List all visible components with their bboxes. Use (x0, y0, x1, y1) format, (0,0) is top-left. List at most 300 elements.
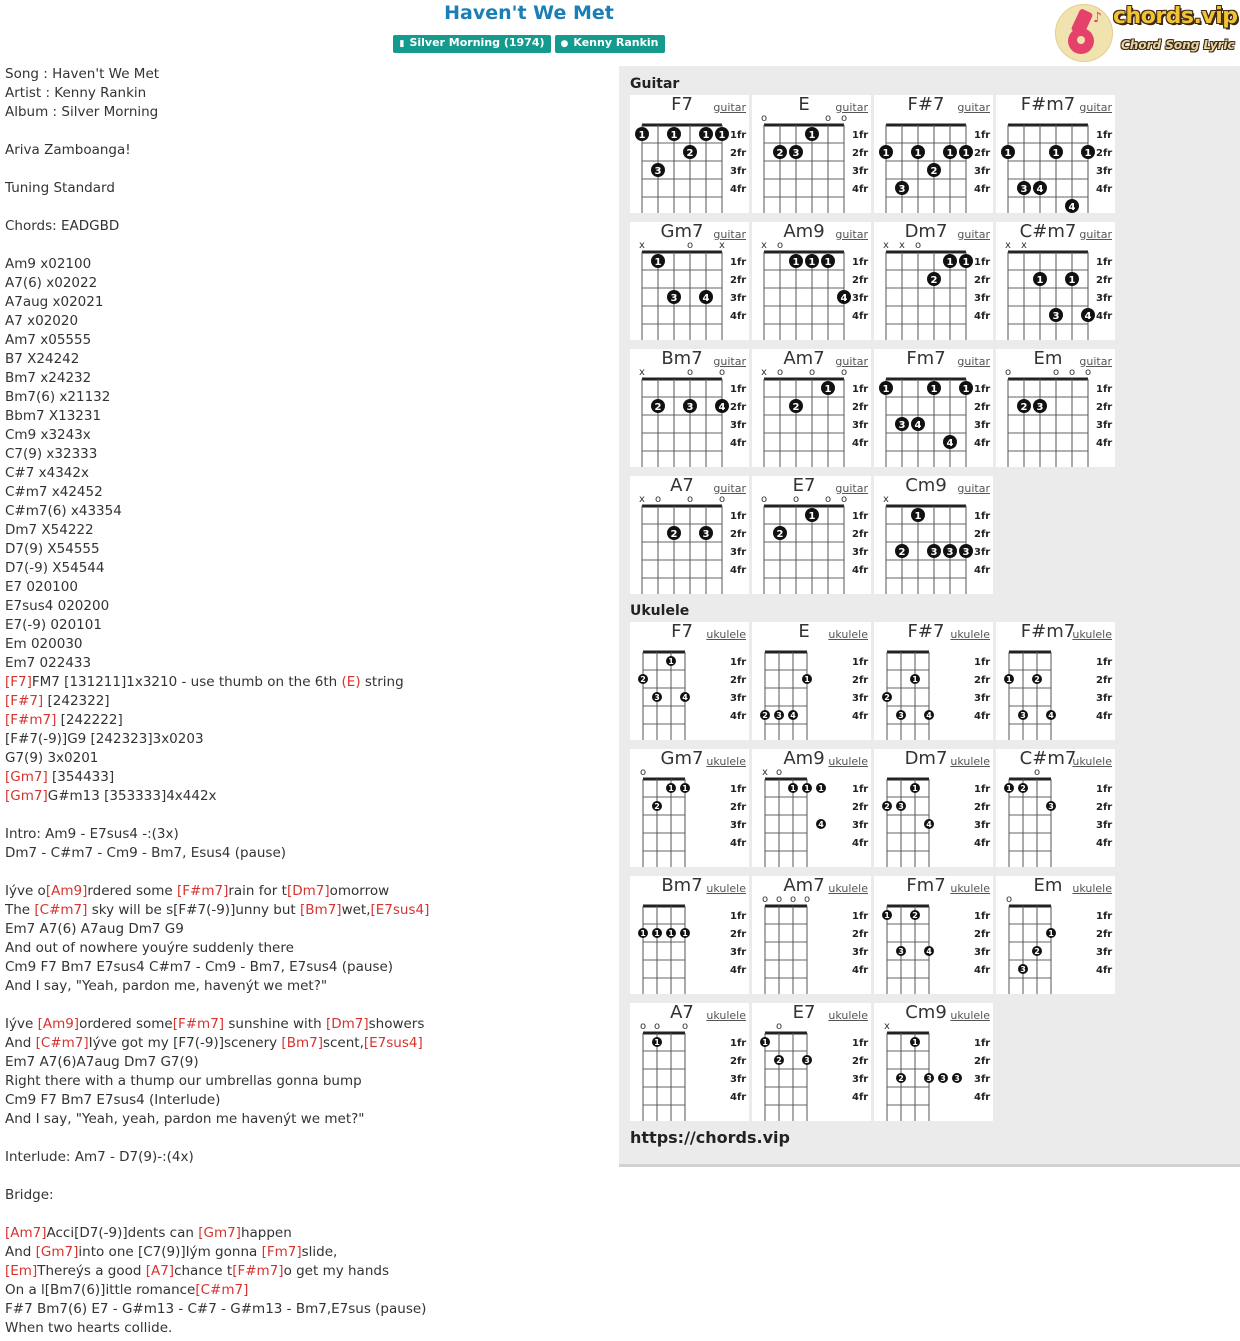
lyric-text: [F#7(-9)]G9 [242323]3x0203 (5, 731, 204, 747)
finger-number: 2 (776, 1056, 782, 1065)
chord-diagram (630, 1003, 749, 1121)
finger-number: 3 (1036, 402, 1044, 413)
lyric-text: And out of nowhere youýre suddenly there (5, 940, 294, 956)
lyric-line (5, 464, 615, 483)
instrument-link[interactable]: ukulele (950, 1009, 990, 1022)
lyric-line (5, 882, 615, 901)
finger-number: 4 (1048, 711, 1054, 720)
chord-card-fsharpm7[interactable] (996, 622, 1115, 740)
lyric-text: C#m7 x42452 (5, 484, 103, 500)
lyric-text: Am9 x02100 (5, 256, 92, 272)
open-string-mark: o (686, 494, 694, 505)
fret-label: 1fr (974, 257, 991, 268)
lyric-line (5, 1034, 615, 1053)
lyric-text: happen (240, 1225, 292, 1241)
fret-label: 4fr (974, 1092, 991, 1103)
finger-number: 1 (668, 784, 674, 793)
fret-label: 4fr (974, 311, 991, 322)
chord-card-a7[interactable] (630, 476, 749, 594)
finger-number: 1 (882, 384, 890, 395)
fret-label: 1fr (852, 911, 869, 922)
instrument-link[interactable]: ukulele (950, 628, 990, 641)
fret-label: 3fr (852, 547, 869, 558)
instrument-link[interactable]: guitar (713, 355, 746, 368)
lyric-text: C7(9) x32333 (5, 446, 98, 462)
chord-link[interactable]: [E7sus4] (370, 902, 430, 918)
fret-label: 4fr (730, 711, 747, 722)
chord-name: Dm7 (904, 748, 948, 769)
finger-number: 2 (762, 711, 768, 720)
fret-label: 1fr (730, 130, 747, 141)
chord-card-bm7[interactable] (630, 876, 749, 994)
chord-card-bm7[interactable] (630, 349, 749, 467)
music-note-icon: ♪ (1093, 10, 1102, 26)
instrument-link[interactable]: ukulele (950, 755, 990, 768)
chord-card-fsharp7[interactable] (874, 95, 993, 213)
lyric-text: rdered some (87, 883, 177, 899)
open-string-mark: o (1068, 367, 1076, 378)
lyric-line (5, 1110, 615, 1129)
chord-diagram (996, 876, 1115, 994)
muted-string-mark: x (761, 367, 767, 378)
instrument-link[interactable]: ukulele (1072, 882, 1112, 895)
chord-card-e[interactable] (752, 622, 871, 740)
fret-label: 2fr (974, 529, 991, 540)
chord-card-fm7[interactable] (874, 876, 993, 994)
chord-link[interactable]: [Bm7] (281, 1035, 323, 1051)
song-title: Haven't We Met (444, 2, 614, 24)
finger-number: 2 (1034, 947, 1040, 956)
muted-string-mark: x (884, 1021, 890, 1032)
open-string-mark: o (824, 113, 832, 124)
chord-card-gm7[interactable] (630, 222, 749, 340)
instrument-link[interactable]: ukulele (1072, 628, 1112, 641)
chord-name: Dm7 (904, 221, 948, 242)
instrument-link[interactable]: ukulele (950, 882, 990, 895)
fret-label: 2fr (974, 802, 991, 813)
fret-label: 4fr (730, 311, 747, 322)
open-string-mark: o (1005, 894, 1013, 905)
site-url[interactable]: https://chords.vip (630, 1128, 790, 1147)
fret-label: 4fr (974, 838, 991, 849)
open-string-mark: o (803, 894, 811, 905)
fret-label: 1fr (852, 657, 869, 668)
finger-number: 1 (808, 257, 816, 268)
lyric-text: On a l[Bm7(6)]ittle romance (5, 1282, 196, 1298)
finger-number: 1 (824, 384, 832, 395)
chord-card-csharpm7[interactable] (996, 222, 1115, 340)
chord-card-fsharp7[interactable] (874, 622, 993, 740)
finger-number: 2 (686, 148, 694, 159)
chord-link[interactable]: [C#m7] (35, 1035, 89, 1051)
chord-diagram (996, 749, 1115, 867)
instrument-link[interactable]: guitar (1079, 101, 1112, 114)
lyric-text: Iýve (5, 1016, 38, 1032)
finger-number: 1 (804, 784, 810, 793)
fret-label: 3fr (1096, 166, 1113, 177)
fret-label: 3fr (1096, 947, 1113, 958)
finger-number: 1 (912, 784, 918, 793)
lyric-line (5, 1129, 615, 1148)
chord-card-dm7[interactable] (874, 222, 993, 340)
fret-label: 2fr (730, 529, 747, 540)
lyric-line (5, 274, 615, 293)
finger-number: 1 (804, 675, 810, 684)
fret-label: 4fr (974, 184, 991, 195)
fret-label: 3fr (974, 820, 991, 831)
chord-name: Fm7 (906, 348, 946, 369)
chord-link[interactable]: [Dm7] (286, 883, 330, 899)
finger-number: 1 (882, 148, 890, 159)
finger-number: 2 (1034, 675, 1040, 684)
lyric-line (5, 483, 615, 502)
lyric-line (5, 122, 615, 141)
lyric-text: Artist : Kenny Rankin (5, 85, 147, 101)
logo-brand: chords.vip (1113, 4, 1238, 29)
finger-number: 4 (914, 420, 922, 431)
fret-label: 3fr (852, 1074, 869, 1085)
chord-diagram (874, 1003, 993, 1121)
lyric-text: And (5, 1244, 36, 1260)
lyric-text: Interlude: Am7 - D7(9)-:(4x) (5, 1149, 194, 1165)
open-string-mark: o (1004, 367, 1012, 378)
lyric-line (5, 65, 615, 84)
instrument-link[interactable]: guitar (1079, 228, 1112, 241)
fret-label: 1fr (1096, 257, 1113, 268)
instrument-link[interactable]: guitar (957, 355, 990, 368)
fret-label: 3fr (730, 420, 747, 431)
lyric-line (5, 426, 615, 445)
chord-link[interactable]: [Gm7] (5, 788, 48, 804)
chord-card-e7[interactable] (752, 1003, 871, 1121)
chord-name: Am7 (783, 348, 825, 369)
instrument-link[interactable]: ukulele (706, 755, 746, 768)
chord-link[interactable]: [F7] (5, 674, 32, 690)
fret-label: 4fr (974, 711, 991, 722)
chord-link[interactable]: [Bm7] (300, 902, 342, 918)
lyric-text: Iýve o (5, 883, 46, 899)
instrument-link[interactable]: guitar (713, 228, 746, 241)
lyric-text: Cm9 F7 Bm7 E7sus4 (Interlude) (5, 1092, 221, 1108)
fret-label: 1fr (730, 1038, 747, 1049)
instrument-link[interactable]: ukulele (706, 882, 746, 895)
fret-label: 4fr (730, 184, 747, 195)
chord-card-fsharpm7[interactable] (996, 95, 1115, 213)
fret-label: 1fr (730, 384, 747, 395)
finger-number: 1 (1048, 929, 1054, 938)
instrument-link[interactable]: guitar (713, 101, 746, 114)
chord-card-am9[interactable] (752, 749, 871, 867)
chord-card-f7[interactable] (630, 622, 749, 740)
lyric-line (5, 730, 615, 749)
chord-card-am7[interactable] (752, 876, 871, 994)
chord-link[interactable]: [Fm7] (261, 1244, 302, 1260)
finger-number: 2 (792, 402, 800, 413)
finger-number: 1 (930, 384, 938, 395)
instrument-link[interactable]: guitar (835, 228, 868, 241)
finger-number: 1 (1004, 148, 1012, 159)
chord-name: F#m7 (1020, 621, 1076, 642)
finger-number: 1 (790, 784, 796, 793)
chord-diagram (996, 622, 1115, 740)
fret-label: 4fr (730, 838, 747, 849)
open-string-mark: o (760, 113, 768, 124)
chord-name: Am9 (783, 221, 825, 242)
fret-label: 1fr (1096, 130, 1113, 141)
instrument-link[interactable]: guitar (835, 101, 868, 114)
lyric-text: E7(-9) 020101 (5, 617, 102, 633)
finger-number: 1 (818, 784, 824, 793)
open-string-mark: o (775, 767, 783, 778)
finger-number: 1 (808, 130, 816, 141)
chord-name: F#m7 (1020, 94, 1076, 115)
open-string-mark: o (686, 240, 694, 251)
finger-number: 3 (702, 529, 710, 540)
lyric-text: [242222] (56, 712, 123, 728)
instrument-link[interactable]: guitar (1079, 355, 1112, 368)
fret-label: 1fr (1096, 911, 1113, 922)
chord-link[interactable]: [E7sus4] (363, 1035, 423, 1051)
chord-link[interactable]: (E) (341, 674, 361, 690)
finger-number: 2 (1020, 402, 1028, 413)
finger-number: 1 (682, 929, 688, 938)
chord-diagram (996, 349, 1115, 467)
chord-link[interactable]: [Am7] (5, 1225, 47, 1241)
finger-number: 1 (654, 1038, 660, 1047)
chord-diagram (874, 476, 993, 594)
chord-link[interactable]: [F#m7] (5, 712, 57, 728)
lyric-text: And I say, "Yeah, pardon me, havenýt we met?" (5, 978, 328, 994)
lyric-text: A7 x02020 (5, 313, 79, 329)
chord-card-csharpm7[interactable] (996, 749, 1115, 867)
instrument-link[interactable]: ukulele (828, 628, 868, 641)
chord-name: Bm7 (661, 875, 703, 896)
lyric-line (5, 179, 615, 198)
chord-link[interactable]: [F#m7] (177, 883, 229, 899)
lyric-text: omorrow (329, 883, 390, 899)
lyric-text: The (5, 902, 35, 918)
finger-number: 4 (926, 711, 932, 720)
finger-number: 2 (640, 675, 646, 684)
open-string-mark: o (789, 894, 797, 905)
fret-label: 4fr (852, 311, 869, 322)
chord-card-a7[interactable] (630, 1003, 749, 1121)
finger-number: 1 (946, 257, 954, 268)
fret-label: 2fr (974, 148, 991, 159)
finger-number: 1 (1036, 275, 1044, 286)
open-string-mark: o (686, 367, 694, 378)
chord-link[interactable]: [Am9] (37, 1016, 80, 1032)
open-string-mark: o (718, 494, 726, 505)
lyric-line (5, 635, 615, 654)
muted-string-mark: x (1021, 240, 1027, 251)
instrument-link[interactable]: ukulele (828, 1009, 868, 1022)
chord-card-am7[interactable] (752, 349, 871, 467)
chord-link[interactable]: [Em] (5, 1263, 38, 1279)
lyric-line (5, 1224, 615, 1243)
fret-label: 1fr (974, 784, 991, 795)
chord-card-e7[interactable] (752, 476, 871, 594)
lyric-text: Dm7 X54222 (5, 522, 94, 538)
finger-number: 1 (1006, 784, 1012, 793)
fret-label: 4fr (1096, 184, 1113, 195)
lyric-line (5, 825, 615, 844)
finger-number: 1 (946, 148, 954, 159)
lyric-line (5, 407, 615, 426)
chord-card-em[interactable] (996, 876, 1115, 994)
lyric-text: Dm7 - C#m7 - Cm9 - Bm7, Esus4 (pause) (5, 845, 287, 861)
lyric-line (5, 578, 615, 597)
fret-label: 3fr (974, 547, 991, 558)
lyric-line (5, 236, 615, 255)
chord-diagram (752, 1003, 871, 1121)
lyric-text: ordered some (79, 1016, 173, 1032)
chord-diagram (752, 749, 871, 867)
finger-number: 1 (1052, 148, 1060, 159)
chord-name: Fm7 (906, 875, 946, 896)
chord-card-gm7[interactable] (630, 749, 749, 867)
lyric-line (5, 559, 615, 578)
finger-number: 4 (718, 402, 726, 413)
fret-label: 4fr (1096, 711, 1113, 722)
fret-label: 2fr (1096, 675, 1113, 686)
instrument-link[interactable]: ukulele (828, 755, 868, 768)
fret-label: 2fr (1096, 929, 1113, 940)
instrument-link[interactable]: ukulele (1072, 755, 1112, 768)
lyric-text: Acci[D7(-9)]dents can (46, 1225, 199, 1241)
chord-link[interactable]: [F#m7] (232, 1263, 284, 1279)
chord-name: F7 (671, 94, 693, 115)
chord-card-fm7[interactable] (874, 349, 993, 467)
fret-label: 1fr (852, 130, 869, 141)
instrument-link[interactable]: guitar (957, 482, 990, 495)
fret-label: 2fr (852, 1056, 869, 1067)
album-tag[interactable] (393, 35, 550, 53)
fret-label: 1fr (852, 384, 869, 395)
finger-number: 3 (940, 1074, 946, 1083)
fret-label: 1fr (852, 257, 869, 268)
fret-label: 4fr (1096, 838, 1113, 849)
chord-name: Bm7 (661, 348, 703, 369)
muted-string-mark: x (883, 494, 889, 505)
instrument-link[interactable]: guitar (957, 101, 990, 114)
chord-diagram (630, 349, 749, 467)
finger-number: 1 (808, 511, 816, 522)
open-string-mark: o (1052, 367, 1060, 378)
chord-name: F#7 (907, 621, 945, 642)
chord-card-f7[interactable] (630, 95, 749, 213)
finger-number: 1 (1068, 275, 1076, 286)
finger-number: 1 (682, 784, 688, 793)
lyric-text: Ariva Zamboanga! (5, 142, 131, 158)
lyric-text: sunshine with (224, 1016, 326, 1032)
chord-card-em[interactable] (996, 349, 1115, 467)
chord-link[interactable]: [Dm7] (325, 1016, 369, 1032)
finger-number: 1 (670, 130, 678, 141)
fret-label: 1fr (974, 657, 991, 668)
finger-number: 2 (898, 547, 906, 558)
chord-link[interactable]: [F#7] (5, 693, 44, 709)
finger-number: 3 (898, 420, 906, 431)
finger-number: 1 (762, 1038, 768, 1047)
fret-label: 2fr (730, 402, 747, 413)
finger-number: 2 (912, 911, 918, 920)
chord-link[interactable]: [C#m7] (195, 1282, 249, 1298)
finger-number: 1 (638, 130, 646, 141)
lyric-text: Bridge: (5, 1187, 54, 1203)
instrument-link[interactable]: guitar (957, 228, 990, 241)
chord-card-dm7[interactable] (874, 749, 993, 867)
finger-number: 2 (776, 148, 784, 159)
fret-label: 3fr (974, 166, 991, 177)
fret-label: 3fr (974, 293, 991, 304)
lyric-line (5, 1186, 615, 1205)
lyric-line (5, 1281, 615, 1300)
instrument-link[interactable]: guitar (835, 355, 868, 368)
lyric-text: G7(9) 3x0201 (5, 750, 99, 766)
finger-number: 3 (954, 1074, 960, 1083)
site-logo[interactable] (1055, 4, 1238, 62)
instrument-link[interactable]: ukulele (706, 628, 746, 641)
chord-name: E7 (792, 475, 816, 496)
fret-label: 2fr (852, 275, 869, 286)
chord-card-e[interactable] (752, 95, 871, 213)
lyric-text: rain for t (228, 883, 287, 899)
lyric-text: Bm7(6) x21132 (5, 389, 111, 405)
instrument-link[interactable]: ukulele (706, 1009, 746, 1022)
chord-name: C#m7 (1019, 221, 1077, 242)
chord-link[interactable]: [A7] (145, 1263, 175, 1279)
fret-label: 4fr (852, 965, 869, 976)
finger-number: 2 (654, 802, 660, 811)
lyric-text: Bbm7 X13231 (5, 408, 102, 424)
lyric-text: into one [C7(9)]Iým gonna (78, 1244, 262, 1260)
artist-tag[interactable] (555, 35, 665, 53)
finger-number: 1 (668, 929, 674, 938)
lyric-line (5, 1262, 615, 1281)
lyric-text: Chords: EADGBD (5, 218, 120, 234)
chord-card-cm9[interactable] (874, 476, 993, 594)
chord-link[interactable]: [F#m7] (172, 1016, 225, 1032)
instrument-link[interactable]: ukulele (828, 882, 868, 895)
fret-label: 2fr (852, 529, 869, 540)
lyric-line (5, 331, 615, 350)
instrument-link[interactable]: guitar (835, 482, 868, 495)
chord-link[interactable]: [Am9] (45, 883, 88, 899)
lyric-line (5, 863, 615, 882)
chord-diagram (874, 622, 993, 740)
finger-number: 1 (962, 257, 970, 268)
chord-diagram (874, 222, 993, 340)
muted-string-mark: x (639, 367, 645, 378)
fret-label: 3fr (730, 547, 747, 558)
chord-diagram (630, 95, 749, 213)
fret-label: 3fr (852, 820, 869, 831)
fret-label: 3fr (1096, 420, 1113, 431)
finger-number: 1 (962, 148, 970, 159)
chord-link[interactable]: [Gm7] (198, 1225, 241, 1241)
lyric-text: slide, (301, 1244, 338, 1260)
lyric-line (5, 996, 615, 1015)
chord-link[interactable]: [C#m7] (34, 902, 88, 918)
fret-label: 3fr (730, 1074, 747, 1085)
chord-link[interactable]: [Gm7] (35, 1244, 79, 1260)
finger-number: 1 (962, 384, 970, 395)
chord-card-cm9[interactable] (874, 1003, 993, 1121)
instrument-link[interactable]: guitar (713, 482, 746, 495)
chord-card-am9[interactable] (752, 222, 871, 340)
chord-link[interactable]: [Gm7] (5, 769, 48, 785)
